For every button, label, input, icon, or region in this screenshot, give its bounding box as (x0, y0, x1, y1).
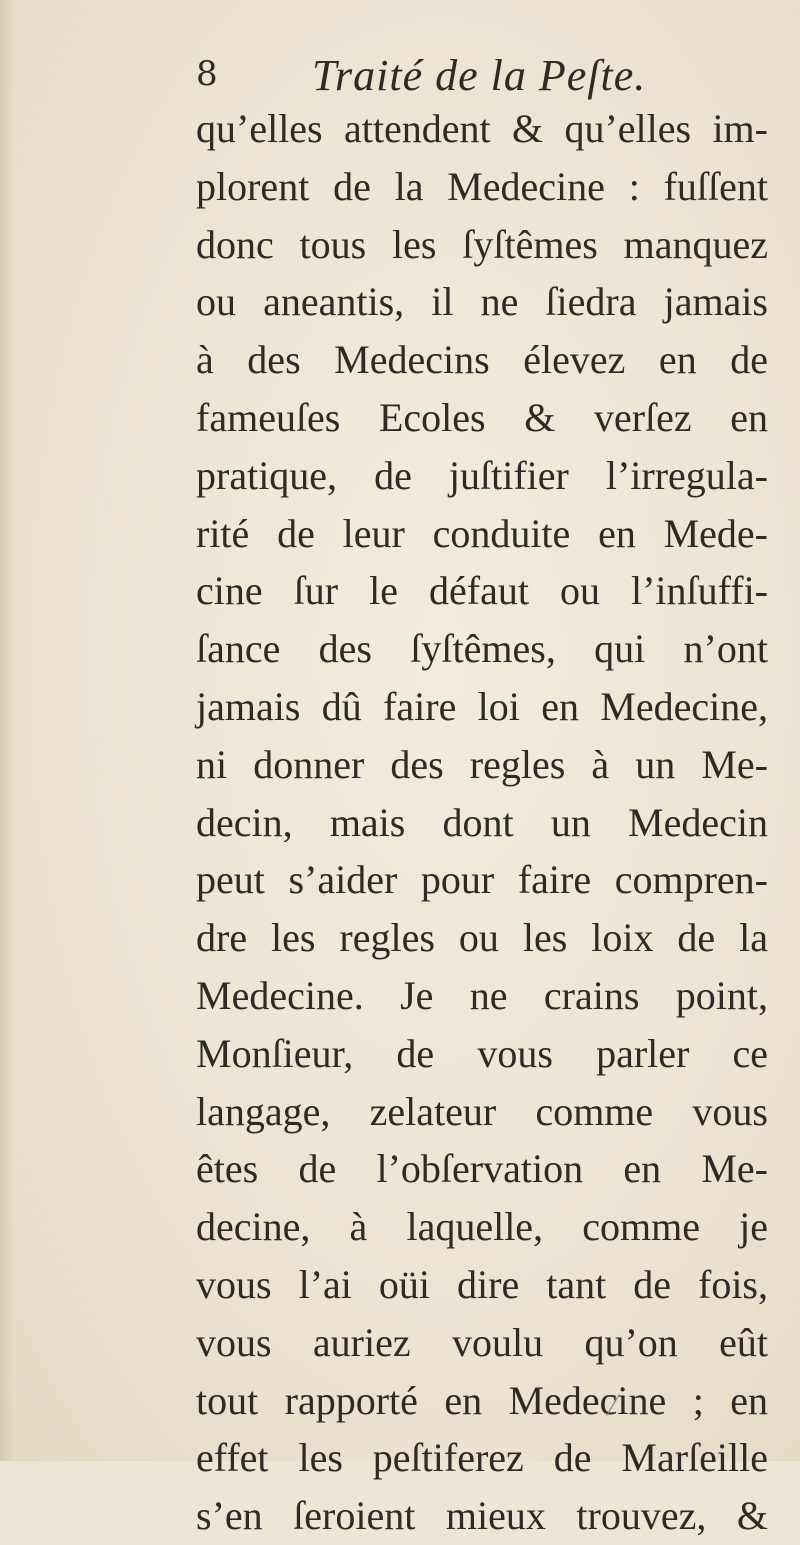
text-line: rité de leur conduite en Mede- (196, 510, 768, 556)
text-line: langage, zelateur comme vous (196, 1088, 768, 1134)
text-line: vous l’ai oüi dire tant de fois, (196, 1261, 768, 1307)
text-line: decine, à laquelle, comme je (196, 1204, 768, 1250)
text-line: êtes de l’obſervation en Me- (196, 1146, 768, 1192)
text-line: dre les regles ou les loix de la (196, 915, 768, 961)
text-line: s’en ſeroient mieux trouvez, & (196, 1493, 768, 1539)
text-line: ni donner des regles à un Me- (196, 741, 768, 787)
text-line: Monſieur, de vous parler ce (196, 1030, 768, 1076)
page-number: 8 (196, 54, 218, 94)
text-line: decin, mais dont un Medecin (196, 799, 768, 845)
page-header (196, 50, 776, 106)
body-text (196, 100, 768, 1545)
text-line: pratique, de juſtifier l’irregula- (196, 452, 768, 498)
text-line: cine ſur le défaut ou l’inſuffi- (196, 568, 768, 614)
text-line: fameuſes Ecoles & verſez en (196, 394, 768, 440)
text-line: jamais dû faire loi en Medecine, (196, 683, 768, 729)
text-line: plorent de la Medecine : fuſſent (196, 163, 768, 209)
text-line: donc tous les ſyſtêmes manquez (196, 221, 768, 267)
text-line: effet les peſtiferez de Marſeille (196, 1435, 768, 1481)
page-edge-shadow (0, 0, 14, 1461)
text-line: ſance des ſyſtêmes, qui n’ont (196, 626, 768, 672)
running-title: Traité de la Peſte. (312, 51, 647, 100)
text-line: peut s’aider pour faire compren- (196, 857, 768, 903)
text-line: ou aneantis, il ne ſiedra jamais (196, 279, 768, 325)
text-line: vous auriez voulu qu’on eût (196, 1319, 768, 1365)
text-line: qu’elles attendent & qu’elles im- (196, 106, 768, 151)
text-line: à des Medecins élevez en de (196, 337, 768, 383)
text-line: Medecine. Je ne crains point, (196, 972, 768, 1018)
pencil-mark (604, 1393, 622, 1417)
text-line: tout rapporté en Medecine ; en (196, 1377, 768, 1423)
